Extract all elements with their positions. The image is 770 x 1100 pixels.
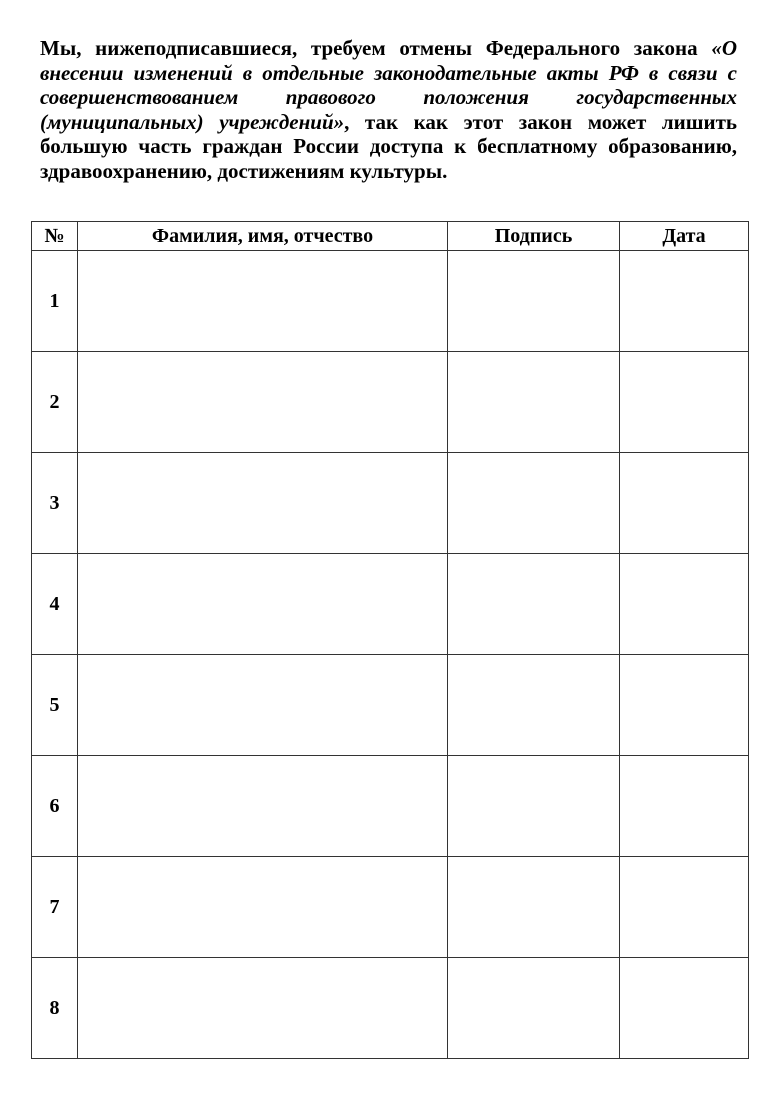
petition-text [40,36,737,183]
signature-cell[interactable] [448,251,620,352]
signature-cell[interactable] [448,756,620,857]
header-number: № [32,222,78,251]
row-number-cell: 3 [32,453,78,554]
row-number-cell: 4 [32,554,78,655]
full-name-cell[interactable] [78,453,448,554]
table-body [32,251,749,1059]
signature-cell[interactable] [448,655,620,756]
header-full-name: Фамилия, имя, отчество [78,222,448,251]
signature-cell[interactable] [448,453,620,554]
table-row [32,958,749,1059]
date-cell[interactable] [620,352,749,453]
table-row [32,352,749,453]
signature-cell[interactable] [448,958,620,1059]
full-name-cell[interactable] [78,756,448,857]
date-cell[interactable] [620,554,749,655]
date-cell[interactable] [620,756,749,857]
signature-table [31,221,749,1059]
petition-lead: Мы, нижеподписавшиеся, требуем отмены Федерального закона [40,36,712,60]
full-name-cell[interactable] [78,958,448,1059]
date-cell[interactable] [620,453,749,554]
full-name-cell[interactable] [78,857,448,958]
row-number-cell: 6 [32,756,78,857]
full-name-cell[interactable] [78,554,448,655]
date-cell[interactable] [620,251,749,352]
table-header-row [32,222,749,251]
signature-cell[interactable] [448,857,620,958]
table-row [32,655,749,756]
full-name-cell[interactable] [78,352,448,453]
header-date: Дата [620,222,749,251]
full-name-cell[interactable] [78,655,448,756]
table-row [32,251,749,352]
date-cell[interactable] [620,655,749,756]
table-row [32,857,749,958]
signature-cell[interactable] [448,554,620,655]
table-row [32,453,749,554]
row-number-cell: 2 [32,352,78,453]
row-number-cell: 5 [32,655,78,756]
table-row [32,756,749,857]
full-name-cell[interactable] [78,251,448,352]
signature-cell[interactable] [448,352,620,453]
date-cell[interactable] [620,857,749,958]
row-number-cell: 1 [32,251,78,352]
law-title: «О внесении изменений в отдельные законодательные акты РФ в связи с совершенствованием правового положения государственных (муниципальных) учреждений» [40,36,737,134]
petition-tail: , так как этот закон может лишить большую часть граждан России доступа к бесплатному образованию, здравоохранению, достижениям культуры. [40,109,737,183]
header-signature: Подпись [448,222,620,251]
table-row [32,554,749,655]
row-number-cell: 8 [32,958,78,1059]
row-number-cell: 7 [32,857,78,958]
date-cell[interactable] [620,958,749,1059]
